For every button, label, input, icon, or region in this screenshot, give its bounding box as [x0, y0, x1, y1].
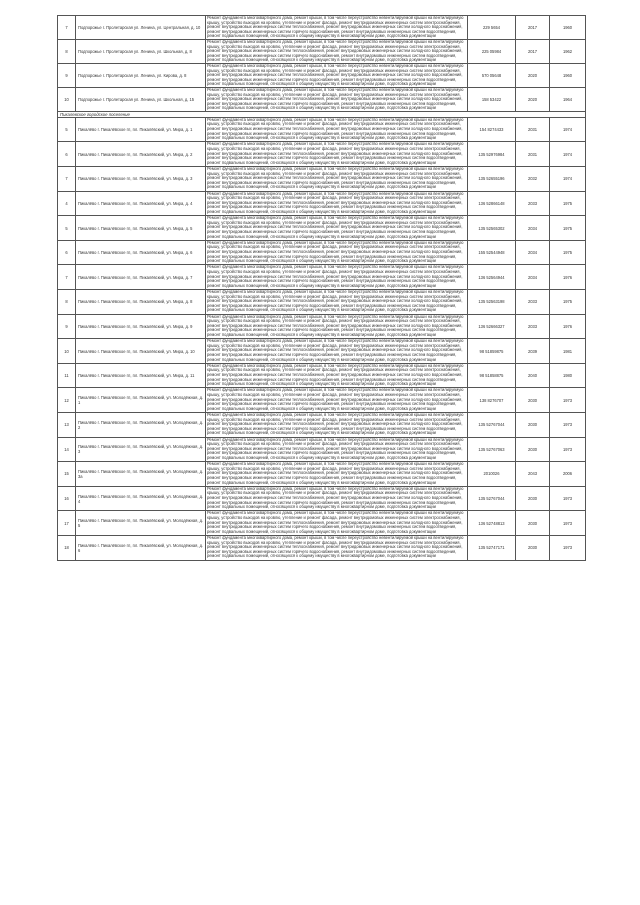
table-row	[58, 314, 586, 339]
planned-year-cell: 2034	[516, 216, 550, 241]
planned-year-cell: 2032	[516, 167, 550, 192]
row-number: 17	[58, 511, 76, 536]
cost-cell: 570 05648	[468, 63, 516, 87]
planned-year-cell: 2033	[516, 191, 550, 216]
planned-year-cell: 2033	[516, 290, 550, 315]
section-title: Пикалевское городское поселение	[58, 111, 586, 117]
address-cell: Пикалёво г. Пикалёвское гп, пл. Пикалёвский, ул. Молодёжная, д. 5	[76, 511, 206, 536]
address-cell: Пикалёво г. Пикалёвское гп, пл. Пикалёвский, ул. Мира, д. 9	[76, 314, 206, 339]
build-year-cell: 1974	[550, 142, 586, 167]
work-description-cell: Ремонт фундамента многоквартирного дома, ремонт крыши, в том числе переустройство невентилируемой крыши на вентилируемую крышу, устройство выходов на кровлю, утепление и ремонт фасада, ремонт внутридомовых инженерных систем электроснабжения, ремонт внутридомовых инженерных систем теплоснабжения, ремонт внутридомовых инженерных систем холодного водоснабжения, ремонт внутридомовых инженерных систем горячего водоснабжения, ремонт внутридомовых инженерных систем водоотведения, ремонт подвальных помещений, относящихся к общему имуществу в многоквартирном доме, подготовка документации	[206, 339, 468, 364]
build-year-cell: 1960	[550, 63, 586, 87]
table-row	[58, 16, 586, 40]
work-description-cell: Ремонт фундамента многоквартирного дома, ремонт крыши, в том числе переустройство невентилируемой крыши на вентилируемую крышу, устройство выходов на кровлю, утепление и ремонт фасада, ремонт внутридомовых инженерных систем электроснабжения, ремонт внутридомовых инженерных систем теплоснабжения, ремонт внутридомовых инженерных систем холодного водоснабжения, ремонт внутридомовых инженерных систем горячего водоснабжения, ремонт внутридомовых инженерных систем водоотведения, ремонт подвальных помещений, относящихся к общему имуществу в многоквартирном доме, подготовка документации	[206, 486, 468, 511]
planned-year-cell: 2034	[516, 265, 550, 290]
build-year-cell: 1974	[550, 167, 586, 192]
planned-year-cell: 2043	[516, 462, 550, 487]
work-description-cell: Ремонт фундамента многоквартирного дома, ремонт крыши, в том числе переустройство невентилируемой крыши на вентилируемую крышу, устройство выходов на кровлю, утепление и ремонт фасада, ремонт внутридомовых инженерных систем электроснабжения, ремонт внутридомовых инженерных систем теплоснабжения, ремонт внутридомовых инженерных систем холодного водоснабжения, ремонт внутридомовых инженерных систем горячего водоснабжения, ремонт внутридомовых инженерных систем водоотведения, ремонт подвальных помещений, относящихся к общему имуществу в многоквартирном доме, подготовка документации	[206, 216, 468, 241]
work-description-cell: Ремонт фундамента многоквартирного дома, ремонт крыши, в том числе переустройство невентилируемой крыши на вентилируемую крышу, устройство выходов на кровлю, утепление и ремонт фасада, ремонт внутридомовых инженерных систем электроснабжения, ремонт внутридомовых инженерных систем теплоснабжения, ремонт внутридомовых инженерных систем холодного водоснабжения, ремонт внутридомовых инженерных систем горячего водоснабжения, ремонт внутридомовых инженерных систем водоотведения, ремонт подвальных помещений, относящихся к общему имуществу в многоквартирном доме, подготовка документации	[206, 142, 468, 167]
table-row	[58, 142, 586, 167]
cost-cell: 135 52563198	[468, 290, 516, 315]
build-year-cell: 1964	[550, 87, 586, 111]
work-description-cell: Ремонт фундамента многоквартирного дома, ремонт крыши, в том числе переустройство невентилируемой крыши на вентилируемую крышу, устройство выходов на кровлю, утепление и ремонт фасада, ремонт внутридомовых инженерных систем электроснабжения, ремонт внутридомовых инженерных систем теплоснабжения, ремонт внутридомовых инженерных систем холодного водоснабжения, ремонт внутридомовых инженерных систем горячего водоснабжения, ремонт внутридомовых инженерных систем водоотведения, ремонт подвальных помещений, относящихся к общему имуществу в многоквартирном доме, подготовка документации	[206, 413, 468, 438]
address-cell: Пикалёво г. Пикалёвское гп, пл. Пикалёвский, ул. Мира, д. 4	[76, 191, 206, 216]
build-year-cell: 1975	[550, 191, 586, 216]
cost-cell: 135 52747171	[468, 535, 516, 560]
address-cell: Пикалёво г. Пикалёвское гп, пл. Пикалёвский, ул. Мира, д. 11	[76, 363, 206, 388]
build-year-cell: 1975	[550, 240, 586, 265]
address-cell: Пикалёво г. Пикалёвское гп, пл. Пикалёвский, ул. Мира, д. 1	[76, 117, 206, 142]
row-number: 7	[58, 265, 76, 290]
work-description-cell: Ремонт фундамента многоквартирного дома, ремонт крыши, в том числе переустройство невентилируемой крыши на вентилируемую крышу, устройство выходов на кровлю, утепление и ремонт фасада, ремонт внутридомовых инженерных систем электроснабжения, ремонт внутридомовых инженерных систем теплоснабжения, ремонт внутридомовых инженерных систем холодного водоснабжения, ремонт внутридомовых инженерных систем горячего водоснабжения, ремонт внутридомовых инженерных систем водоотведения, ремонт подвальных помещений, относящихся к общему имуществу в многоквартирном доме, подготовка документации	[206, 314, 468, 339]
address-cell: Пикалёво г. Пикалёвское гп, пл. Пикалёвский, ул. Мира, д. 3	[76, 167, 206, 192]
table-row	[58, 265, 586, 290]
cost-cell: 225 05984	[468, 39, 516, 63]
address-cell: Пикалёво г. Пикалёвское гп, пл. Пикалёвский, ул. Мира, д. 10	[76, 339, 206, 364]
cost-cell: 135 52767063	[468, 437, 516, 462]
row-number: 9	[58, 63, 76, 87]
address-cell: Пикалёво г. Пикалёвское гп, пл. Пикалёвский, ул. Мира, д. 8	[76, 290, 206, 315]
planned-year-cell: 2030	[516, 437, 550, 462]
cost-cell: 2010026	[468, 462, 516, 487]
planned-year-cell: 2034	[516, 240, 550, 265]
address-cell: Пикалёво г. Пикалёвское гп, пл. Пикалёвский, ул. Молодёжная, д. 4	[76, 486, 206, 511]
row-number: 8	[58, 39, 76, 63]
table-row	[58, 363, 586, 388]
capital-repair-table	[57, 15, 586, 561]
build-year-cell: 1973	[550, 535, 586, 560]
table-row	[58, 191, 586, 216]
table-body	[58, 16, 586, 561]
row-number: 6	[58, 240, 76, 265]
build-year-cell: 1974	[550, 117, 586, 142]
cost-cell: 98 51858875	[468, 363, 516, 388]
address-cell: Подпорожье г. Пролетарская ул. Ленина, ул. Центральная, д. 10	[76, 16, 206, 40]
row-number: 5	[58, 117, 76, 142]
row-number: 11	[58, 363, 76, 388]
work-description-cell: Ремонт фундамента многоквартирного дома, ремонт крыши, в том числе переустройство невентилируемой крыши на вентилируемую крышу, устройство выходов на кровлю, утепление и ремонт фасада, ремонт внутридомовых инженерных систем электроснабжения, ремонт внутридомовых инженерных систем теплоснабжения, ремонт внутридомовых инженерных систем холодного водоснабжения, ремонт внутридомовых инженерных систем горячего водоснабжения, ремонт внутридомовых инженерных систем водоотведения, ремонт подвальных помещений, относящихся к общему имуществу в многоквартирном доме, подготовка документации	[206, 535, 468, 560]
planned-year-cell: 2031	[516, 117, 550, 142]
cost-cell: 136 52666327	[468, 314, 516, 339]
planned-year-cell: 2020	[516, 87, 550, 111]
address-cell: Пикалёво г. Пикалёвское гп, пл. Пикалёвский, ул. Мира, д. 2	[76, 142, 206, 167]
work-description-cell: Ремонт фундамента многоквартирного дома, ремонт крыши, в том числе переустройство невентилируемой крыши на вентилируемую крышу, устройство выходов на кровлю, утепление и ремонт фасада, ремонт внутридомовых инженерных систем электроснабжения, ремонт внутридомовых инженерных систем теплоснабжения, ремонт внутридомовых инженерных систем холодного водоснабжения, ремонт внутридомовых инженерных систем горячего водоснабжения, ремонт внутридомовых инженерных систем водоотведения, ремонт подвальных помещений, относящихся к общему имуществу в многоквартирном доме, подготовка документации	[206, 167, 468, 192]
address-cell: Пикалёво г. Пикалёвское гп, пл. Пикалёвский, ул. Молодёжная, д. 1	[76, 388, 206, 413]
work-description-cell: Ремонт фундамента многоквартирного дома, ремонт крыши, в том числе переустройство невентилируемой крыши на вентилируемую крышу, устройство выходов на кровлю, утепление и ремонт фасада, ремонт внутридомовых инженерных систем электроснабжения, ремонт внутридомовых инженерных систем теплоснабжения, ремонт внутридомовых инженерных систем холодного водоснабжения, ремонт внутридомовых инженерных систем горячего водоснабжения, ремонт внутридомовых инженерных систем водоотведения, ремонт подвальных помещений, относящихся к общему имуществу в многоквартирном доме, подготовка документации	[206, 437, 468, 462]
address-cell: Пикалёво г. Пикалёвское гп, пл. Пикалёвский, ул. Мира, д. 6	[76, 240, 206, 265]
work-description-cell: Ремонт фундамента многоквартирного дома, ремонт крыши, в том числе переустройство невентилируемой крыши на вентилируемую крышу, устройство выходов на кровлю, утепление и ремонт фасада, ремонт внутридомовых инженерных систем электроснабжения, ремонт внутридомовых инженерных систем теплоснабжения, ремонт внутридомовых инженерных систем холодного водоснабжения, ремонт внутридомовых инженерных систем горячего водоснабжения, ремонт внутридомовых инженерных систем водоотведения, ремонт подвальных помещений, относящихся к общему имуществу в многоквартирном доме, подготовка документации	[206, 117, 468, 142]
row-number: 15	[58, 462, 76, 487]
address-cell: Подпорожье г. Пролетарская ул. Ленина, ул. Кирова, д. 8	[76, 63, 206, 87]
table-row	[58, 39, 586, 63]
row-number: 12	[58, 388, 76, 413]
work-description-cell: Ремонт фундамента многоквартирного дома, ремонт крыши, в том числе переустройство невентилируемой крыши на вентилируемую крышу, устройство выходов на кровлю, утепление и ремонт фасада, ремонт внутридомовых инженерных систем электроснабжения, ремонт внутридомовых инженерных систем теплоснабжения, ремонт внутридомовых инженерных систем холодного водоснабжения, ремонт внутридомовых инженерных систем горячего водоснабжения, ремонт внутридомовых инженерных систем водоотведения, ремонт подвальных помещений, относящихся к общему имуществу в многоквартирном доме, подготовка документации	[206, 265, 468, 290]
table-row	[58, 462, 586, 487]
build-year-cell: 1973	[550, 437, 586, 462]
work-description-cell: Ремонт фундамента многоквартирного дома, ремонт крыши, в том числе переустройство невентилируемой крыши на вентилируемую крышу, устройство выходов на кровлю, утепление и ремонт фасада, ремонт внутридомовых инженерных систем электроснабжения, ремонт внутридомовых инженерных систем теплоснабжения, ремонт внутридомовых инженерных систем холодного водоснабжения, ремонт внутридомовых инженерных систем горячего водоснабжения, ремонт внутридомовых инженерных систем водоотведения, ремонт подвальных помещений, относящихся к общему имуществу в многоквартирном доме, подготовка документации	[206, 363, 468, 388]
planned-year-cell: 2039	[516, 339, 550, 364]
table-row	[58, 413, 586, 438]
planned-year-cell: 2030	[516, 388, 550, 413]
table-row	[58, 535, 586, 560]
planned-year-cell: 2030	[516, 486, 550, 511]
table-row	[58, 167, 586, 192]
table-row	[58, 240, 586, 265]
table-row	[58, 486, 586, 511]
planned-year-cell: 2017	[516, 39, 550, 63]
work-description-cell: Ремонт фундамента многоквартирного дома, ремонт крыши, в том числе переустройство невентилируемой крыши на вентилируемую крышу, устройство выходов на кровлю, утепление и ремонт фасада, ремонт внутридомовых инженерных систем электроснабжения, ремонт внутридомовых инженерных систем теплоснабжения, ремонт внутридомовых инженерных систем холодного водоснабжения, ремонт внутридомовых инженерных систем горячего водоснабжения, ремонт внутридомовых инженерных систем водоотведения, ремонт подвальных помещений, относящихся к общему имуществу в многоквартирном доме, подготовка документации	[206, 290, 468, 315]
work-description-cell: Ремонт фундамента многоквартирного дома, ремонт крыши, в том числе переустройство невентилируемой крыши на вентилируемую крышу, устройство выходов на кровлю, утепление и ремонт фасада, ремонт внутридомовых инженерных систем электроснабжения, ремонт внутридомовых инженерных систем теплоснабжения, ремонт внутридомовых инженерных систем холодного водоснабжения, ремонт внутридомовых инженерных систем горячего водоснабжения, ремонт внутридомовых инженерных систем водоотведения, ремонт подвальных помещений, относящихся к общему имуществу в многоквартирном доме, подготовка документации	[206, 388, 468, 413]
table-row	[58, 63, 586, 87]
table-row	[58, 388, 586, 413]
row-number: 7	[58, 16, 76, 40]
document-page	[57, 15, 585, 561]
work-description-cell: Ремонт фундамента многоквартирного дома, ремонт крыши, в том числе переустройство невентилируемой крыши на вентилируемую крышу, устройство выходов на кровлю, утепление и ремонт фасада, ремонт внутридомовых инженерных систем электроснабжения, ремонт внутридомовых инженерных систем теплоснабжения, ремонт внутридомовых инженерных систем холодного водоснабжения, ремонт внутридомовых инженерных систем горячего водоснабжения, ремонт внутридомовых инженерных систем водоотведения, ремонт подвальных помещений, относящихся к общему имуществу в многоквартирном доме, подготовка документации	[206, 240, 468, 265]
work-description-cell: Ремонт фундамента многоквартирного дома, ремонт крыши, в том числе переустройство невентилируемой крыши на вентилируемую крышу, устройство выходов на кровлю, утепление и ремонт фасада, ремонт внутридомовых инженерных систем электроснабжения, ремонт внутридомовых инженерных систем теплоснабжения, ремонт внутридомовых инженерных систем холодного водоснабжения, ремонт внутридомовых инженерных систем горячего водоснабжения, ремонт внутридомовых инженерных систем водоотведения, ремонт подвальных помещений, относящихся к общему имуществу в многоквартирном доме, подготовка документации	[206, 191, 468, 216]
build-year-cell: 1981	[550, 339, 586, 364]
planned-year-cell: 2030	[516, 511, 550, 536]
row-number: 13	[58, 413, 76, 438]
cost-cell: 154 8274433	[468, 117, 516, 142]
address-cell: Пикалёво г. Пикалёвское гп, пл. Пикалёвский, ул. Молодёжная, д. 6	[76, 535, 206, 560]
planned-year-cell: 2033	[516, 314, 550, 339]
address-cell: Подпорожье г. Пролетарская ул. Ленина, ул. Школьная, д. 8	[76, 39, 206, 63]
table-row	[58, 117, 586, 142]
cost-cell: 135 52976984	[468, 142, 516, 167]
table-row	[58, 339, 586, 364]
work-description-cell: Ремонт фундамента многоквартирного дома, ремонт крыши, в том числе переустройство невентилируемой крыши на вентилируемую крышу, устройство выходов на кровлю, утепление и ремонт фасада, ремонт внутридомовых инженерных систем электроснабжения, ремонт внутридомовых инженерных систем теплоснабжения, ремонт внутридомовых инженерных систем холодного водоснабжения, ремонт внутридомовых инженерных систем горячего водоснабжения, ремонт внутридомовых инженерных систем водоотведения, ремонт подвальных помещений, относящихся к общему имуществу в многоквартирном доме, подготовка документации	[206, 63, 468, 87]
cost-cell: 136 52866148	[468, 191, 516, 216]
build-year-cell: 2006	[550, 462, 586, 487]
planned-year-cell: 2030	[516, 413, 550, 438]
address-cell: Пикалёво г. Пикалёвское гп, пл. Пикалёвский, ул. Молодёжная, д. 2	[76, 413, 206, 438]
build-year-cell: 1973	[550, 388, 586, 413]
cost-cell: 135 52565302	[468, 216, 516, 241]
table-row	[58, 290, 586, 315]
row-number: 8	[58, 290, 76, 315]
cost-cell: 155 52544948	[468, 240, 516, 265]
table-row	[58, 87, 586, 111]
build-year-cell: 1976	[550, 265, 586, 290]
address-cell: Пикалёво г. Пикалёвское гп, пл. Пикалёвский, ул. Мира, д. 7	[76, 265, 206, 290]
build-year-cell: 1973	[550, 413, 586, 438]
cost-cell: 98 51859875	[468, 339, 516, 364]
build-year-cell: 1973	[550, 486, 586, 511]
work-description-cell: Ремонт фундамента многоквартирного дома, ремонт крыши, в том числе переустройство невентилируемой крыши на вентилируемую крышу, устройство выходов на кровлю, утепление и ремонт фасада, ремонт внутридомовых инженерных систем электроснабжения, ремонт внутридомовых инженерных систем теплоснабжения, ремонт внутридомовых инженерных систем холодного водоснабжения, ремонт внутридомовых инженерных систем горячего водоснабжения, ремонт внутридомовых инженерных систем водоотведения, ремонт подвальных помещений, относящихся к общему имуществу в многоквартирном доме, подготовка документации	[206, 462, 468, 487]
work-description-cell: Ремонт фундамента многоквартирного дома, ремонт крыши, в том числе переустройство невентилируемой крыши на вентилируемую крышу, устройство выходов на кровлю, утепление и ремонт фасада, ремонт внутридомовых инженерных систем электроснабжения, ремонт внутридомовых инженерных систем теплоснабжения, ремонт внутридомовых инженерных систем холодного водоснабжения, ремонт внутридомовых инженерных систем горячего водоснабжения, ремонт внутридомовых инженерных систем водоотведения, ремонт подвальных помещений, относящихся к общему имуществу в многоквартирном доме, подготовка документации	[206, 511, 468, 536]
build-year-cell: 1976	[550, 314, 586, 339]
row-number: 6	[58, 142, 76, 167]
cost-cell: 138 8276707	[468, 388, 516, 413]
row-number: 5	[58, 216, 76, 241]
cost-cell: 135 52655196	[468, 167, 516, 192]
row-number: 18	[58, 535, 76, 560]
address-cell: Пикалёво г. Пикалёвское гп, пл. Пикалёвский, ул. Молодёжная, д. 3а	[76, 462, 206, 487]
build-year-cell: 1980	[550, 363, 586, 388]
cost-cell: 158 53422	[468, 87, 516, 111]
row-number: 9	[58, 314, 76, 339]
table-row	[58, 511, 586, 536]
planned-year-cell: 2040	[516, 363, 550, 388]
cost-cell: 135 52767044	[468, 413, 516, 438]
row-number: 14	[58, 437, 76, 462]
row-number: 10	[58, 339, 76, 364]
cost-cell: 229 5654	[468, 16, 516, 40]
planned-year-cell: 2030	[516, 535, 550, 560]
table-row	[58, 216, 586, 241]
work-description-cell: Ремонт фундамента многоквартирного дома, ремонт крыши, в том числе переустройство невентилируемой крыши на вентилируемую крышу, устройство выходов на кровлю, утепление и ремонт фасада, ремонт внутридомовых инженерных систем электроснабжения, ремонт внутридомовых инженерных систем теплоснабжения, ремонт внутридомовых инженерных систем холодного водоснабжения, ремонт внутридомовых инженерных систем горячего водоснабжения, ремонт внутридомовых инженерных систем водоотведения, ремонт подвальных помещений, относящихся к общему имуществу в многоквартирном доме, подготовка документации	[206, 39, 468, 63]
cost-cell: 136 52748813	[468, 511, 516, 536]
row-number: 10	[58, 87, 76, 111]
build-year-cell: 1975	[550, 216, 586, 241]
planned-year-cell: 2017	[516, 16, 550, 40]
planned-year-cell: 2031	[516, 142, 550, 167]
build-year-cell: 1962	[550, 39, 586, 63]
address-cell: Подпорожье г. Пролетарская ул. Ленина, ул. Школьная, д. 15	[76, 87, 206, 111]
cost-cell: 135 52767044	[468, 486, 516, 511]
work-description-cell: Ремонт фундамента многоквартирного дома, ремонт крыши, в том числе переустройство невентилируемой крыши на вентилируемую крышу, устройство выходов на кровлю, утепление и ремонт фасада, ремонт внутридомовых инженерных систем электроснабжения, ремонт внутридомовых инженерных систем теплоснабжения, ремонт внутридомовых инженерных систем холодного водоснабжения, ремонт внутридомовых инженерных систем горячего водоснабжения, ремонт внутридомовых инженерных систем водоотведения, ремонт подвальных помещений, относящихся к общему имуществу в многоквартирном доме, подготовка документации	[206, 87, 468, 111]
cost-cell: 136 52564944	[468, 265, 516, 290]
work-description-cell: Ремонт фундамента многоквартирного дома, ремонт крыши, в том числе переустройство невентилируемой крыши на вентилируемую крышу, устройство выходов на кровлю, утепление и ремонт фасада, ремонт внутридомовых инженерных систем электроснабжения, ремонт внутридомовых инженерных систем теплоснабжения, ремонт внутридомовых инженерных систем холодного водоснабжения, ремонт внутридомовых инженерных систем горячего водоснабжения, ремонт внутридомовых инженерных систем водоотведения, ремонт подвальных помещений, относящихся к общему имуществу в многоквартирном доме, подготовка документации	[206, 16, 468, 40]
table-row	[58, 437, 586, 462]
build-year-cell: 1960	[550, 16, 586, 40]
planned-year-cell: 2020	[516, 63, 550, 87]
row-number: 4	[58, 191, 76, 216]
address-cell: Пикалёво г. Пикалёвское гп, пл. Пикалёвский, ул. Мира, д. 5	[76, 216, 206, 241]
build-year-cell: 1975	[550, 290, 586, 315]
row-number: 7	[58, 167, 76, 192]
build-year-cell: 1973	[550, 511, 586, 536]
row-number: 16	[58, 486, 76, 511]
address-cell: Пикалёво г. Пикалёвское гп, пл. Пикалёвский, ул. Молодёжная, д. 3	[76, 437, 206, 462]
